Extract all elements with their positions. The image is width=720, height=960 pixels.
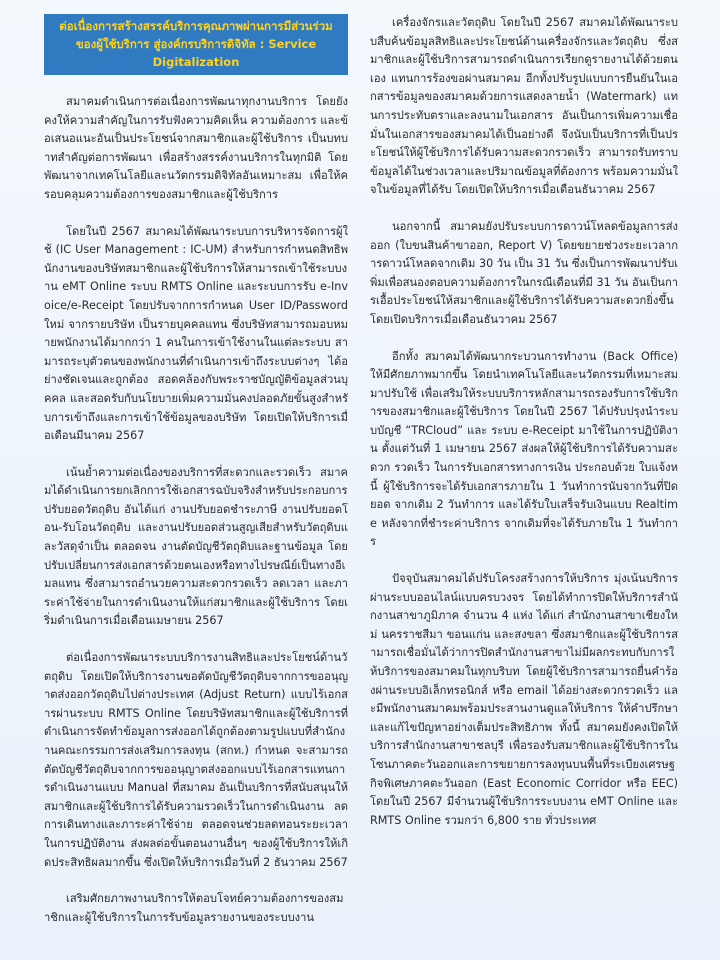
left-column (44, 14, 348, 960)
headline-line-1: ต่อเนื่องการสร้างสรรค์บริการคุณภาพผ่านการมีส่วนร่วม (59, 19, 333, 33)
left-paragraph-4: ต่อเนื่องการพัฒนาระบบบริการงานสิทธิและประโยชน์ด้านวัตถุดิบ โดยเปิดให้บริการงานขอตัดบัญชีวัตถุดิบจากการขออนุญาตส่งออกวัตถุดิบไปต่างประเทศ (Adjust Return) แบบไร้เอกสารผ่านระบบ RMTS Online โดยบริษัทสมาชิกและผู้ใช้บริการที่ดำเนินการจัดทำข้อมูลการส่งออกได้ถูกต้องตามรูปแบบที่สำนักงานคณะกรรมการส่งเสริมการลงทุน (สกท.) กำหนด จะสามารถตัดบัญชีวัตถุดิบจากการขออนุญาตส่งออกแบบไร้เอกสารแทนการดำเนินงานแบบ Manual ที่สมาคม อันเป็นบริการที่สนับสนุนให้สมาชิกและผู้ใช้บริการได้รับความรวดเร็วในการดำเนินงาน ลดการเดินทางและภาระค่าใช้จ่าย ตลอดจนช่วยลดทอนระยะเวลาในการปฏิบัติงาน ส่งผลต่อขั้นตอนงานอื่นๆ ของผู้ใช้บริการให้เกิดประสิทธิผลมากขึ้น ซึ่งเปิดให้บริการเมื่อวันที่ 2 ธันวาคม 2567 (44, 651, 348, 869)
left-paragraph-2: โดยในปี 2567 สมาคมได้พัฒนาระบบการบริหารจัดการผู้ใช้ (IC User Management : IC-UM) สำหรับการกำหนดสิทธิพนักงานของบริษัทสมาชิกและผู้ใช้บริการให้สามารถเข้าใช้ระบบงาน eMT Online ระบบ RMTS Online และระบบการรับ e-Invoice/e-Receipt โดยปรับจากการกำหนด User ID/Password ใหม่ จากรายบริษัท เป็นรายบุคคลแทน ซึ่งบริษัทสามารถมอบหมายพนักงานได้มากกว่า 1 คนในการเข้าใช้งานในแต่ละระบบ สามารถระบุตัวตนของพนักงานที่ดำเนินการเข้าถึงระบบต่างๆ ได้อย่างชัดเจนและถูกต้อง สอดคล้องกับพระราชบัญญัติข้อมูลส่วนบุคคล และสอดรับกับนโยบายเพิ่มความมั่นคงปลอดภัยขั้นสูงสำหรับการเข้าถึงและการเข้าใช้ข้อมูลของบริษัท โดยเปิดให้บริการเมื่อเดือนมีนาคม 2567 (44, 224, 348, 443)
left-paragraph-3: เน้นย้ำความต่อเนื่องของบริการที่สะดวกและรวดเร็ว สมาคมได้ดำเนินการยกเลิกการใช้เอกสารฉบับจริงสำหรับประกอบการปรับยอดวัตถุดิบ อันได้แก่ งานปรับยอดชำระภาษี งานปรับยอดโอน-รับโอนวัตถุดิบ และงานปรับยอดส่วนสูญเสียสำหรับวัตถุดิบและวัสดุจำเป็น ตลอดจน งานตัดบัญชีวัตถุดิบและฐานข้อมูล โดยปรับเปลี่ยนการส่งเอกสารด้วยตนเองหรือทางไปรษณีย์เป็นทางอีเมลแทน ซึ่งสามารถอำนวยความสะดวกรวดเร็ว ลดเวลา และภาระค่าใช้จ่ายในการดำเนินงานให้แก่สมาชิกและผู้ใช้บริการ โดยเริ่มดำเนินการเมื่อเดือนเมษายน 2567 (44, 465, 348, 628)
headline-line-2: ของผู้ใช้บริการ สู่องค์กรบริการดิจิทัล : Service Digitalization (75, 37, 317, 69)
right-paragraph-2: นอกจากนี้ สมาคมยังปรับระบบการดาวน์โหลดข้อมูลการส่งออก (ใบขนสินค้าขาออก, Report V) โดยขยายช่วงระยะเวลาการดาวน์โหลดจากเดิม 30 วัน เป็น 31 วัน ซึ่งเป็นการพัฒนาปรับเพิ่มเพื่อสนองตอบความต้องการในกรณีเดือนที่มี 31 วัน อันเป็นการเอื้อประโยชน์ให้สมาชิกและผู้ใช้บริการได้รับความสะดวกยิ่งขึ้น โดยเปิดบริการเมื่อเดือนธันวาคม 2567 (370, 219, 678, 326)
left-paragraph-5: เสริมศักยภาพงานบริการให้ตอบโจทย์ความต้องการของสมาชิกและผู้ใช้บริการในการรับข้อมูลรายงานของระบบงาน (44, 892, 344, 924)
left-paragraph-1: สมาคมดำเนินการต่อเนื่องการพัฒนาทุกงานบริการ โดยยังคงให้ความสำคัญในการรับฟังความคิดเห็น ความต้องการ และข้อเสนอแนะอันเป็นประโยชน์จากสมาชิกและผู้ใช้บริการ เป็นบทบาทสำคัญต่อการพัฒนา เพื่อสร้างสรรค์งานบริการในทุกมิติ โดยพัฒนาจากเทคโนโลยีและนวัตกรรมดิจิทัลอันเหมาะสม เพื่อให้ครอบคลุมความต้องการของสมาชิกและผู้ใช้บริการ (44, 95, 348, 201)
right-column (370, 14, 678, 960)
right-paragraph-4: ปัจจุบันสมาคมได้ปรับโครงสร้างการให้บริการ มุ่งเน้นบริการผ่านระบบออนไลน์แบบครบวงจร โดยได้ทำการปิดให้บริการสำนักงานสาขาภูมิภาค จำนวน 4 แห่ง ได้แก่ สำนักงานสาขาเชียงใหม่ นครราชสีมา ขอนแก่น และสงขลา ซึ่งสมาชิกและผู้ใช้บริการสามารถเชื่อมั่นได้ว่าการปิดสำนักงานสาขาไม่มีผลกระทบกับการให้บริการของสมาคมในทุกบริบท โดยผู้ใช้บริการสามารถยื่นคำร้องผ่านระบบอิเล็กทรอนิกส์ หรือ email ได้อย่างสะดวกรวดเร็ว และมีพนักงานสมาคมพร้อมประสานงานดูแลให้บริการ ให้คำปรึกษาและแก้ไขปัญหาอย่างเต็มประสิทธิภาพ ทั้งนี้ สมาคมยังคงเปิดให้บริการสำนักงานสาขาชลบุรี เพื่อรองรับสมาชิกและผู้ใช้บริการในโซนภาคตะวันออกและการขยายการลงทุนบนพื้นที่ระเบียงเศรษฐกิจพิเศษภาคตะวันออก (East Economic Corridor หรือ EEC) โดยในปี 2567 มีจำนวนผู้ใช้บริการระบบงาน eMT Online และ RMTS Online รวมกว่า 6,800 ราย ทั่วประเทศ (370, 572, 678, 827)
right-paragraph-1: เครื่องจักรและวัตถุดิบ โดยในปี 2567 สมาคมได้พัฒนาระบบสืบค้นข้อมูลสิทธิและประโยชน์ด้านเครื่องจักรและวัตถุดิบ ซึ่งสมาชิกและผู้ใช้บริการสามารถดำเนินการเรียกดูรายงานได้ด้วยตนเอง แทนการร้องขอผ่านสมาคม อีกทั้งปรับรูปแบบการยืนยันในเอกสารข้อมูลของสมาคมด้วยการแสดงลายน้ำ (Watermark) แทนการประทับตราและลงนามในเอกสาร อันเป็นการเพิ่มความเชื่อมั่นในเอกสารของสมาคมได้เป็นอย่างดี จึงนับเป็นบริการที่เป็นประโยชน์ให้ผู้ใช้บริการได้รับความสะดวกรวดเร็ว สามารถรับทราบข้อมูลได้ในช่วงเวลาและปริมาณข้อมูลที่ต้องการ พร้อมความมั่นใจในข้อมูลที่ได้รับ โดยเปิดให้บริการเมื่อเดือนธันวาคม 2567 (370, 16, 678, 197)
right-paragraph-3: อีกทั้ง สมาคมได้พัฒนากระบวนการทำงาน (Back Office) ให้มีศักยภาพมากขึ้น โดยนำเทคโนโลยีและนวัตกรรมที่เหมาะสมมาปรับใช้ เพื่อเสริมให้ระบบบริการหลักสามารถรองรับการใช้บริการของสมาชิกและผู้ใช้บริการ โดยในปี 2567 ได้ปรับปรุงนำระบบบัญชี “TRCloud” และ ระบบ e-Receipt มาใช้ในการปฏิบัติงาน ตั้งแต่วันที่ 1 เมษายน 2567 ส่งผลให้ผู้ใช้บริการได้รับความสะดวก รวดเร็ว ในการรับเอกสารทางการเงิน ประกอบด้วย ใบแจ้งหนี้ ผู้ใช้บริการจะได้รับเอกสารภายใน 1 วันทำการนับจากวันที่ปิดยอด จากเดิม 2 วันทำการ และได้รับใบเสร็จรับเงินแบบ Realtime หลังจากที่ชำระค่าบริการ จากเดิมที่จะได้รับภายใน 1 วันทำการ (370, 349, 678, 549)
article-headline (44, 14, 348, 75)
